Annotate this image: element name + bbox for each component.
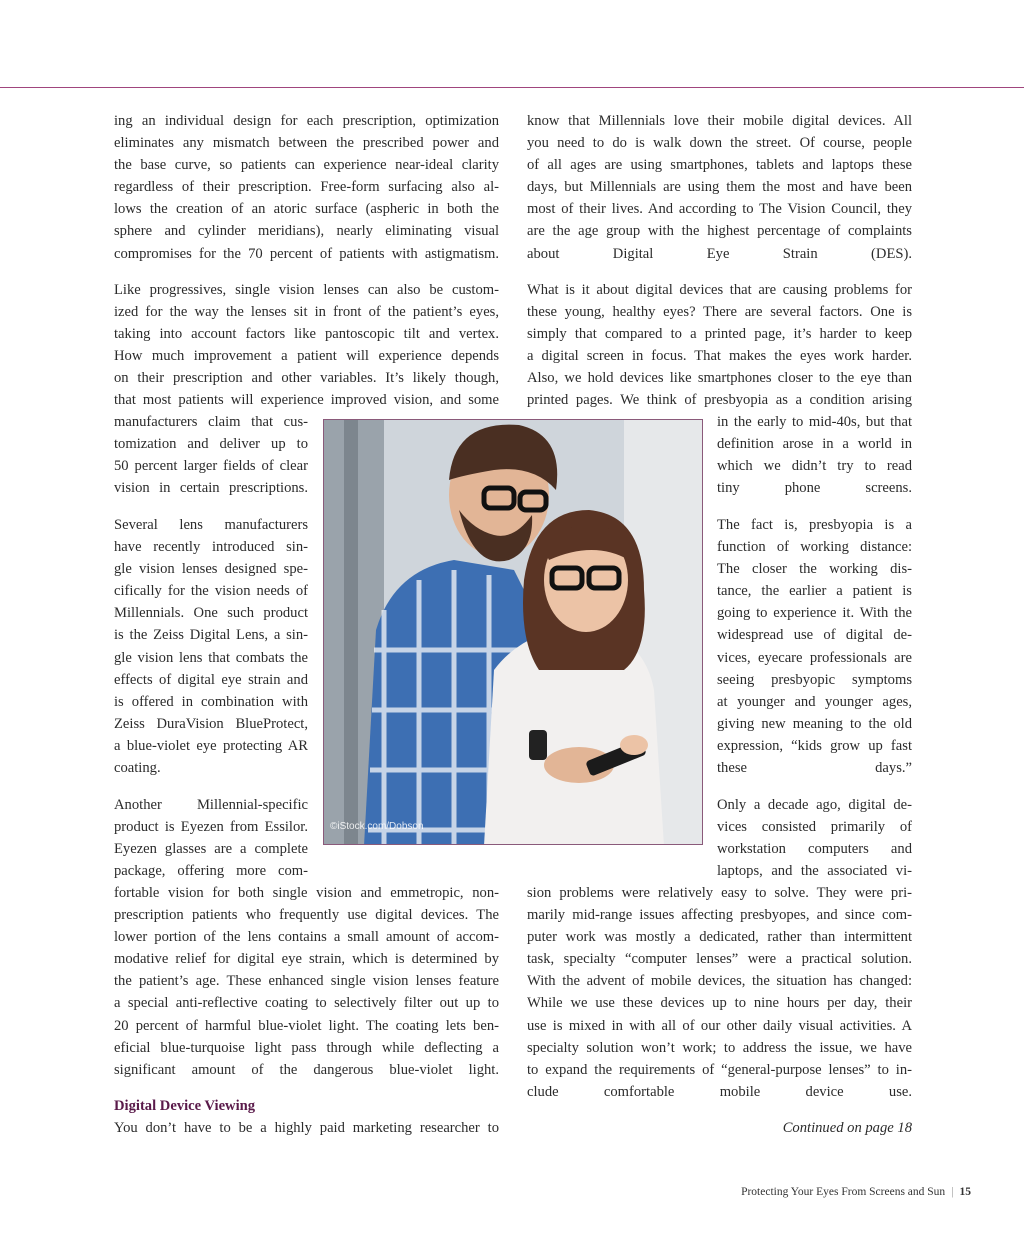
text-line: significant amount of the dangerous blue-violet light. <box>114 1061 499 1078</box>
text-line: How much improvement a patient will experience depends <box>114 348 499 365</box>
text-line: clude comfortable mobile device use. <box>527 1083 912 1100</box>
text-line: modative relief for digital eye strain, which is determined by <box>114 951 499 968</box>
text-line: about Digital Eye Strain (DES). <box>527 245 912 262</box>
text-line: the patient’s age. These enhanced single vision lenses feature <box>114 973 499 990</box>
left-paragraph-3 <box>114 514 308 779</box>
text-line: package, offering more com- <box>114 863 308 880</box>
right-paragraph-2-narrow <box>717 411 912 499</box>
right-paragraph-4-full <box>527 882 912 1103</box>
text-line: at younger and younger ages, <box>717 693 912 710</box>
photo-credit: ©iStock.com/Dobson <box>330 820 424 832</box>
text-line: Millennials. One such product <box>114 605 308 622</box>
left-paragraph-2-full <box>114 279 499 412</box>
text-line: are the age group with the highest percentage of complaints <box>527 223 912 240</box>
left-paragraph-2-narrow <box>114 411 308 499</box>
text-line: sion problems were relatively easy to solve. They were pri- <box>527 885 912 901</box>
text-line: gle vision lenses designed spe- <box>114 561 308 578</box>
text-line: use is mixed in with all of our other daily visual activities. A <box>527 1017 912 1034</box>
text-line: a digital screen in focus. That makes the eyes work harder. <box>527 348 912 365</box>
text-line: laptops, and the associated vi- <box>717 863 912 880</box>
text-line: most of their lives. And according to The Vision Council, they <box>527 201 912 218</box>
text-line: vices, eyecare professionals are <box>717 649 912 666</box>
text-line: of all ages are using smartphones, tablets and laptops these <box>527 157 912 174</box>
right-paragraph-4-narrow <box>717 794 912 882</box>
text-line: Another Millennial-specific <box>114 797 308 813</box>
text-line: Zeiss DuraVision BlueProtect, <box>114 715 308 732</box>
text-line: tiny phone screens. <box>717 480 912 497</box>
text-line: these young, healthy eyes? There are several factors. One is <box>527 304 912 321</box>
text-line: is offered in combination with <box>114 693 308 710</box>
text-line: tomization and deliver up to <box>114 436 308 453</box>
text-line: task, specialty “computer lenses” were a practical solution. <box>527 951 912 968</box>
text-line: vices consisted primarily of <box>717 819 912 836</box>
text-line: on their prescription and other variables. It’s likely though, <box>114 370 499 387</box>
text-line: effects of digital eye strain and <box>114 671 308 688</box>
left-paragraph-1 <box>114 110 499 265</box>
text-line: a blue-violet eye protecting AR <box>114 737 308 754</box>
text-line: Only a decade ago, digital de- <box>717 797 912 813</box>
text-line: puter work was mostly a dedicated, rather than intermittent <box>527 929 912 946</box>
right-paragraph-2-full <box>527 279 912 412</box>
text-line: taking into account factors like pantoscopic tilt and vertex. <box>114 326 499 343</box>
couple-with-smartphone-photo <box>323 419 703 845</box>
text-line: specialty solution won’t work; to address the issue, we have <box>527 1039 912 1056</box>
text-line: to expand the requirements of “general-purpose lenses” to in- <box>527 1061 912 1078</box>
text-line: marily mid-range issues affecting presbyopes, and since com- <box>527 907 912 924</box>
header-rule <box>0 87 1024 88</box>
text-line: seeing presbyopic symptoms <box>717 671 912 688</box>
left-paragraph-4-full <box>114 882 499 1081</box>
text-line: printed pages. We think of presbyopia as a condition arising <box>527 392 912 409</box>
text-line: With the advent of mobile devices, the situation has changed: <box>527 973 912 990</box>
text-line: compromises for the 70 percent of patients with astigmatism. <box>114 245 499 262</box>
text-line: a special anti-reflective coating to selectively filter out up to <box>114 995 499 1012</box>
right-paragraph-1 <box>527 110 912 265</box>
text-line: widespread use of digital de- <box>717 627 912 644</box>
continued-note: Continued on page 18 <box>782 1120 912 1136</box>
text-line: cifically for the vision needs of <box>114 583 308 600</box>
text-line: sphere and cylinder meridians), nearly eliminating visual <box>114 223 499 240</box>
text-line: definition arose in a world in <box>717 436 912 453</box>
text-line: days, but Millennials are using them the most and have been <box>527 179 912 196</box>
text-line: 20 percent of harmful blue-violet light. The coating lets ben- <box>114 1017 499 1034</box>
text-line: know that Millennials love their mobile digital devices. All <box>527 113 912 129</box>
text-line: that most patients will experience improved vision, and some <box>114 392 499 409</box>
text-line: is the Zeiss Digital Lens, a sin- <box>114 627 308 644</box>
left-last-line <box>114 1117 499 1139</box>
text-line: the base curve, so patients can experience near-ideal clarity <box>114 157 499 174</box>
text-line: gle vision lens that combats the <box>114 649 308 666</box>
text-line: fortable vision for both single vision and emmetropic, non- <box>114 885 499 901</box>
text-line: Several lens manufacturers <box>114 517 308 533</box>
page-number: 15 <box>959 1186 971 1198</box>
text-line: You don’t have to be a highly paid marketing researcher to <box>114 1120 499 1136</box>
text-line: vision in certain prescriptions. <box>114 480 308 497</box>
text-line: workstation computers and <box>717 841 912 858</box>
text-line: have recently introduced sin- <box>114 539 308 556</box>
text-line: giving new meaning to the old <box>717 715 912 732</box>
text-line: simply that compared to a printed page, it’s harder to keep <box>527 326 912 343</box>
text-line: ized for the way the lenses sit in front of the patient’s eyes, <box>114 304 499 321</box>
page-footer <box>741 1181 971 1203</box>
right-paragraph-3 <box>717 514 912 779</box>
text-line: prescription patients who frequently use digital devices. The <box>114 907 499 924</box>
left-paragraph-4-narrow <box>114 794 308 882</box>
text-line: What is it about digital devices that are causing problems for <box>527 282 912 298</box>
footer-separator: | <box>951 1186 954 1198</box>
text-line: these days.” <box>717 760 912 777</box>
text-line: Also, we hold devices like smartphones closer to the eye than <box>527 370 912 387</box>
text-line: you need to do is walk down the street. Of course, people <box>527 135 912 152</box>
text-line: The fact is, presbyopia is a <box>717 517 912 533</box>
text-line: tance, the earlier a patient is <box>717 583 912 600</box>
text-line: function of working distance: <box>717 539 912 556</box>
text-line: coating. <box>114 760 161 777</box>
photo-illustration <box>324 420 703 845</box>
footer-title: Protecting Your Eyes From Screens and Sun <box>741 1186 946 1198</box>
text-line: eficial blue-turquoise light pass through while deflecting a <box>114 1039 499 1056</box>
text-line: While we use these devices up to nine hours per day, their <box>527 995 912 1012</box>
text-line: The closer the working dis- <box>717 561 912 578</box>
text-line: manufacturers claim that cus- <box>114 414 308 430</box>
text-line: ing an individual design for each prescription, optimization <box>114 113 499 129</box>
text-line: in the early to mid-40s, but that <box>717 414 912 430</box>
text-line: eliminates any mismatch between the prescribed power and <box>114 135 499 152</box>
text-line: product is Eyezen from Essilor. <box>114 819 308 836</box>
section-heading: Digital Device Viewing <box>114 1098 256 1114</box>
text-line: lower portion of the lens contains a small amount of accom- <box>114 929 499 946</box>
text-line: Like progressives, single vision lenses can also be custom- <box>114 282 499 298</box>
text-line: lows the creation of an atoric surface (aspheric in both the <box>114 201 499 218</box>
text-line: which we didn’t try to read <box>717 458 912 475</box>
text-line: Eyezen glasses are a complete <box>114 841 308 858</box>
text-line: expression, “kids grow up fast <box>717 737 912 754</box>
text-line: regardless of their prescription. Free-form surfacing also al- <box>114 179 499 196</box>
text-line: going to experience it. With the <box>717 605 912 622</box>
text-line: 50 percent larger fields of clear <box>114 458 308 475</box>
